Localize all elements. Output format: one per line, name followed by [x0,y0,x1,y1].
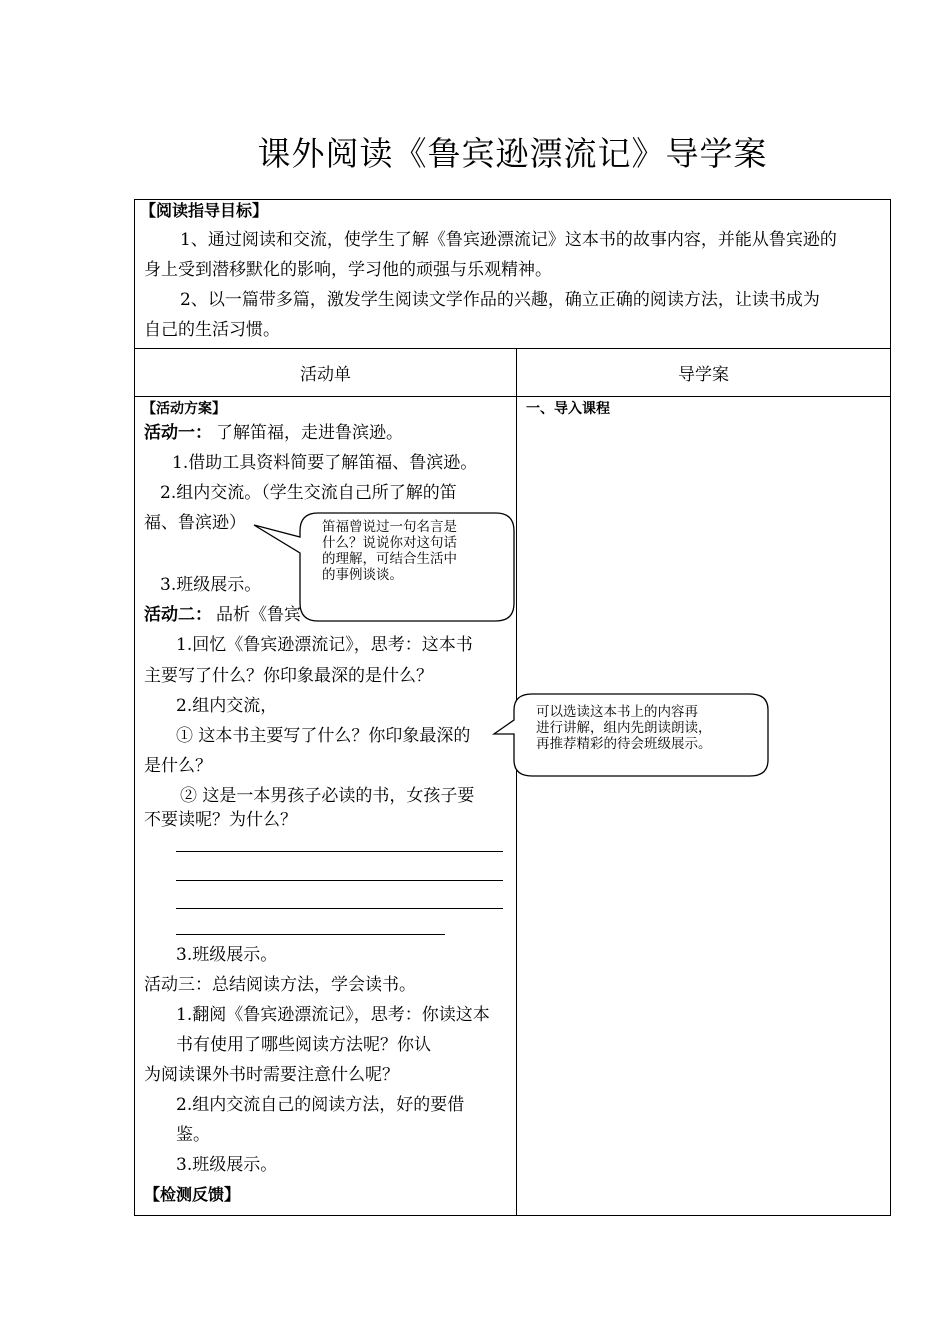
activity1-step1: 1.借助工具资料简要了解笛福、鲁滨逊。 [172,453,478,473]
activity2-title: 品析《鲁宾 [216,605,301,625]
callout-text-line: 的理解，可结合生活中 [322,551,457,567]
activity2-step3: 3.班级展示。 [176,945,278,965]
activity2-question1-line1: ① 这本书主要写了什么？你印象最深的 [176,726,471,746]
activity3-step1-line3: 为阅读课外书时需要注意什么呢？ [144,1065,399,1085]
activity2-step2: 2.组内交流， [176,696,278,716]
callout-text-line: 可以选读这本书上的内容再 [536,704,698,720]
answer-blank-line[interactable] [176,880,503,881]
goal-line-2: 身上受到潜移默化的影响，学习他的顽强与乐观精神。 [144,260,552,280]
answer-blank-line[interactable] [176,851,503,852]
activity3-step3: 3.班级展示。 [176,1155,278,1175]
activity1-label: 活动一： [144,423,212,443]
callout-text-line: 什么？说说你对这句话 [322,535,457,551]
goal-line-3: 2、以一篇带多篇，激发学生阅读文学作品的兴趣，确立正确的阅读方法，让读书成为 [180,290,820,310]
activity3-step1-line2: 书有使用了哪些阅读方法呢？你认 [176,1035,431,1055]
activity3-title: 活动三：总结阅读方法，学会读书。 [144,975,416,995]
activity1-step2-line1: 2.组内交流。（学生交流自己所了解的笛 [160,483,457,503]
activity3-step2-line1: 2.组内交流自己的阅读方法，好的要借 [176,1095,465,1115]
activity2-question1-line2: 是什么？ [144,756,212,776]
activity1-title: 了解笛福，走进鲁滨逊。 [216,423,403,443]
activity1-step3: 3.班级展示。 [160,575,262,595]
activity2-question2-line1: ② 这是一本男孩子必读的书，女孩子要 [180,786,475,806]
plan-heading: 【活动方案】 [142,401,226,417]
goal-line-1: 1、通过阅读和交流，使学生了解《鲁宾逊漂流记》这本书的故事内容，并能从鲁宾逊的 [180,230,837,250]
activity2-question2-line2: 不要读呢？为什么？ [144,810,297,830]
column-header-guide: 导学案 [678,365,729,385]
intro-heading: 一、导入课程 [526,401,610,417]
activity2-step1-line2: 主要写了什么？你印象最深的是什么？ [144,666,433,686]
feedback-heading: 【检测反馈】 [144,1185,241,1204]
column-header-activity: 活动单 [300,365,351,385]
goal-line-4: 自己的生活习惯。 [144,320,280,340]
answer-blank-line[interactable] [176,908,503,909]
answer-blank-line[interactable] [176,934,445,935]
callout-text-line: 再推荐精彩的待会班级展示。 [536,736,712,752]
callout-text-line: 的事例谈谈。 [322,567,403,583]
activity3-step2-line2: 鉴。 [176,1125,210,1145]
activity2-label: 活动二： [144,605,212,625]
goals-heading: 【阅读指导目标】 [140,201,269,220]
callout-text-line: 笛福曾说过一句名言是 [322,519,457,535]
activity3-step1-line1: 1.翻阅《鲁宾逊漂流记》，思考：你读这本 [176,1005,490,1025]
page-title: 课外阅读《鲁宾逊漂流记》导学案 [257,134,768,173]
activity1-step2-line2: 福、鲁滨逊） [144,513,246,533]
callout-text-line: 进行讲解，组内先朗读朗读， [536,720,712,736]
activity2-step1-line1: 1.回忆《鲁宾逊漂流记》，思考：这本书 [176,635,473,655]
